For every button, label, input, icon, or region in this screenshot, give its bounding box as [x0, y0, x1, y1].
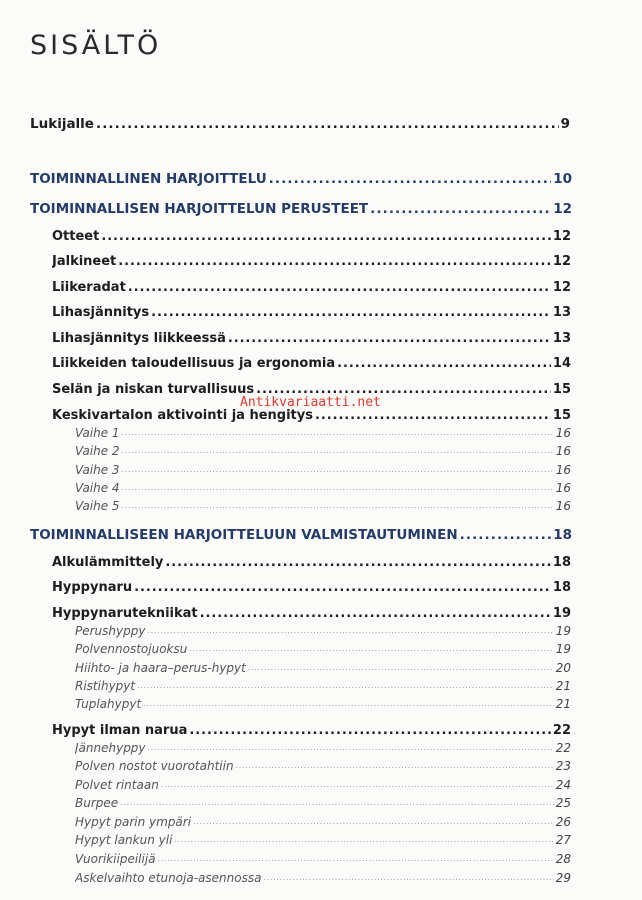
- toc-subentry[interactable]: [75, 426, 571, 440]
- dot-leader: [460, 527, 552, 543]
- toc-chapter[interactable]: [30, 171, 572, 187]
- dot-leader: [118, 254, 551, 269]
- toc-subentry[interactable]: [75, 679, 571, 693]
- toc-entry-label: TOIMINNALLISEN HARJOITTELUN PERUSTEET: [30, 201, 369, 217]
- toc-subentry[interactable]: [75, 481, 571, 495]
- dot-leader: [122, 484, 554, 492]
- toc-entry-page: 13: [552, 305, 571, 320]
- toc-entry[interactable]: [52, 408, 571, 423]
- toc-entry-page: 28: [555, 852, 571, 866]
- toc-entry-label: Vaihe 3: [75, 463, 120, 477]
- toc-entry-label: Lihasjännitys liikkeessä: [52, 331, 226, 346]
- dot-leader: [269, 171, 552, 187]
- toc-entry-page: 21: [555, 679, 571, 693]
- toc-subentry[interactable]: [75, 815, 571, 829]
- dot-leader: [174, 836, 553, 844]
- toc-entry[interactable]: [52, 305, 571, 320]
- dot-leader: [315, 408, 551, 423]
- toc-entry-label: Otteet: [52, 229, 100, 244]
- toc-entry-page: 9: [560, 116, 570, 132]
- toc-entry-label: Jalkineet: [52, 254, 117, 269]
- toc-entry-page: 27: [555, 833, 571, 847]
- page-title: SISÄLTÖ: [30, 30, 162, 61]
- toc-entry-page: 18: [552, 580, 571, 595]
- toc-entry[interactable]: [30, 116, 570, 132]
- dot-leader: [101, 229, 551, 244]
- dot-leader: [337, 356, 551, 371]
- dot-leader: [158, 855, 554, 863]
- toc-entry-label: Hypyt parin ympäri: [75, 815, 192, 829]
- dot-leader: [134, 580, 551, 595]
- toc-entry-label: Alkulämmittely: [52, 555, 164, 570]
- dot-leader: [165, 555, 551, 570]
- toc-entry-label: Polvet rintaan: [75, 778, 159, 792]
- toc-entry-label: Ristihypyt: [75, 679, 136, 693]
- dot-leader: [263, 874, 553, 882]
- toc-entry-page: 19: [552, 606, 571, 621]
- dot-leader: [161, 781, 554, 789]
- toc-subentry[interactable]: [75, 796, 571, 810]
- dot-leader: [96, 116, 559, 132]
- toc-entry-page: 24: [555, 778, 571, 792]
- dot-leader: [236, 762, 554, 770]
- toc-entry-page: 25: [555, 796, 571, 810]
- dot-leader: [200, 606, 551, 621]
- toc-entry-page: 18: [552, 555, 571, 570]
- dot-leader: [193, 818, 554, 826]
- toc-entry-label: Liikkeiden taloudellisuus ja ergonomia: [52, 356, 336, 371]
- dot-leader: [148, 744, 554, 752]
- toc-entry-page: 20: [555, 661, 571, 675]
- toc-entry-label: Lukijalle: [30, 116, 94, 132]
- toc-entry[interactable]: [52, 254, 571, 269]
- toc-entry-page: 15: [552, 382, 571, 397]
- toc-entry-label: Vaihe 4: [75, 481, 120, 495]
- dot-leader: [120, 799, 554, 807]
- dot-leader: [189, 723, 551, 738]
- dot-leader: [370, 201, 551, 217]
- dot-leader: [122, 429, 554, 437]
- toc-subentry[interactable]: [75, 463, 571, 477]
- toc-entry-label: Vuorikiipeilijä: [75, 852, 156, 866]
- toc-entry-label: Tuplahypyt: [75, 697, 142, 711]
- toc-entry-label: Vaihe 5: [75, 499, 120, 513]
- toc-entry-label: Jännehyppy: [75, 741, 146, 755]
- dot-leader: [137, 682, 554, 690]
- toc-chapter[interactable]: [30, 527, 572, 543]
- toc-subentry[interactable]: [75, 852, 571, 866]
- toc-subentry[interactable]: [75, 499, 571, 513]
- toc-entry-page: 19: [555, 642, 571, 656]
- toc-entry[interactable]: [52, 723, 571, 738]
- toc-entry-page: 29: [555, 871, 571, 885]
- toc-entry-label: Keskivartalon aktivointi ja hengitys: [52, 408, 313, 423]
- toc-entry-label: Hyppynaru: [52, 580, 133, 595]
- dot-leader: [248, 664, 554, 672]
- toc-entry-label: Perushyppy: [75, 624, 146, 638]
- toc-chapter[interactable]: [30, 201, 572, 217]
- toc-entry-page: 13: [552, 331, 571, 346]
- toc-subentry[interactable]: [75, 697, 571, 711]
- toc-subentry[interactable]: [75, 871, 571, 885]
- dot-leader: [189, 645, 553, 653]
- toc-subentry[interactable]: [75, 759, 571, 773]
- toc-entry-label: Selän ja niskan turvallisuus: [52, 382, 255, 397]
- toc-entry-label: Liikeradat: [52, 280, 126, 295]
- watermark: Antikvariaatti.net: [240, 395, 381, 410]
- dot-leader: [151, 305, 551, 320]
- dot-leader: [147, 627, 553, 635]
- toc-entry[interactable]: [52, 331, 571, 346]
- toc-entry-page: 15: [552, 408, 571, 423]
- toc-entry[interactable]: [52, 606, 571, 621]
- dot-leader: [122, 502, 554, 510]
- dot-leader: [122, 466, 554, 474]
- toc-entry[interactable]: [52, 555, 571, 570]
- toc-subentry[interactable]: [75, 661, 571, 675]
- toc-entry-page: 22: [552, 723, 571, 738]
- toc-entry-page: 16: [555, 499, 571, 513]
- toc-entry-page: 12: [552, 280, 571, 295]
- dot-leader: [143, 700, 554, 708]
- toc-entry[interactable]: [52, 580, 571, 595]
- dot-leader: [128, 280, 551, 295]
- toc-entry-page: 26: [555, 815, 571, 829]
- toc-entry-label: Polvennostojuoksu: [75, 642, 188, 656]
- toc-entry-page: 18: [553, 527, 572, 543]
- toc-subentry[interactable]: [75, 778, 571, 792]
- toc-entry-label: Hyppynarutekniikat: [52, 606, 198, 621]
- toc-subentry[interactable]: [75, 741, 571, 755]
- toc-entry-label: TOIMINNALLINEN HARJOITTELU: [30, 171, 267, 187]
- toc-entry-page: 12: [553, 201, 572, 217]
- toc-entry-label: Askelvaihto etunoja-asennossa: [75, 871, 262, 885]
- toc-entry-page: 19: [555, 624, 571, 638]
- toc-entry-page: 10: [553, 171, 572, 187]
- toc-entry-label: Vaihe 1: [75, 426, 120, 440]
- toc-entry-page: 16: [555, 463, 571, 477]
- toc-subentry[interactable]: [75, 642, 571, 656]
- toc-entry-page: 16: [555, 426, 571, 440]
- dot-leader: [122, 447, 554, 455]
- toc-entry-label: Hiihto- ja haara–perus-hypyt: [75, 661, 246, 675]
- dot-leader: [228, 331, 551, 346]
- toc-entry-label: Lihasjännitys: [52, 305, 150, 320]
- toc-entry-page: 23: [555, 759, 571, 773]
- toc-entry-label: Polven nostot vuorotahtiin: [75, 759, 234, 773]
- toc-entry-page: 14: [552, 356, 571, 371]
- toc-entry-page: 12: [552, 229, 571, 244]
- toc-entry[interactable]: [52, 356, 571, 371]
- toc-entry-page: 21: [555, 697, 571, 711]
- toc-entry-page: 12: [552, 254, 571, 269]
- toc-entry-label: Hypyt ilman narua: [52, 723, 188, 738]
- toc-entry-label: Vaihe 2: [75, 444, 120, 458]
- toc-subentry[interactable]: [75, 833, 571, 847]
- toc-entry-label: TOIMINNALLISEEN HARJOITTELUUN VALMISTAUTUMINEN: [30, 527, 458, 543]
- toc-entry-label: Burpee: [75, 796, 119, 810]
- toc-entry-page: 16: [555, 444, 571, 458]
- toc-subentry[interactable]: [75, 444, 571, 458]
- toc-entry-page: 22: [555, 741, 571, 755]
- toc-entry[interactable]: [52, 280, 571, 295]
- toc-subentry[interactable]: [75, 624, 571, 638]
- toc-entry-page: 16: [555, 481, 571, 495]
- toc-entry[interactable]: [52, 229, 571, 244]
- toc-entry-label: Hypyt lankun yli: [75, 833, 173, 847]
